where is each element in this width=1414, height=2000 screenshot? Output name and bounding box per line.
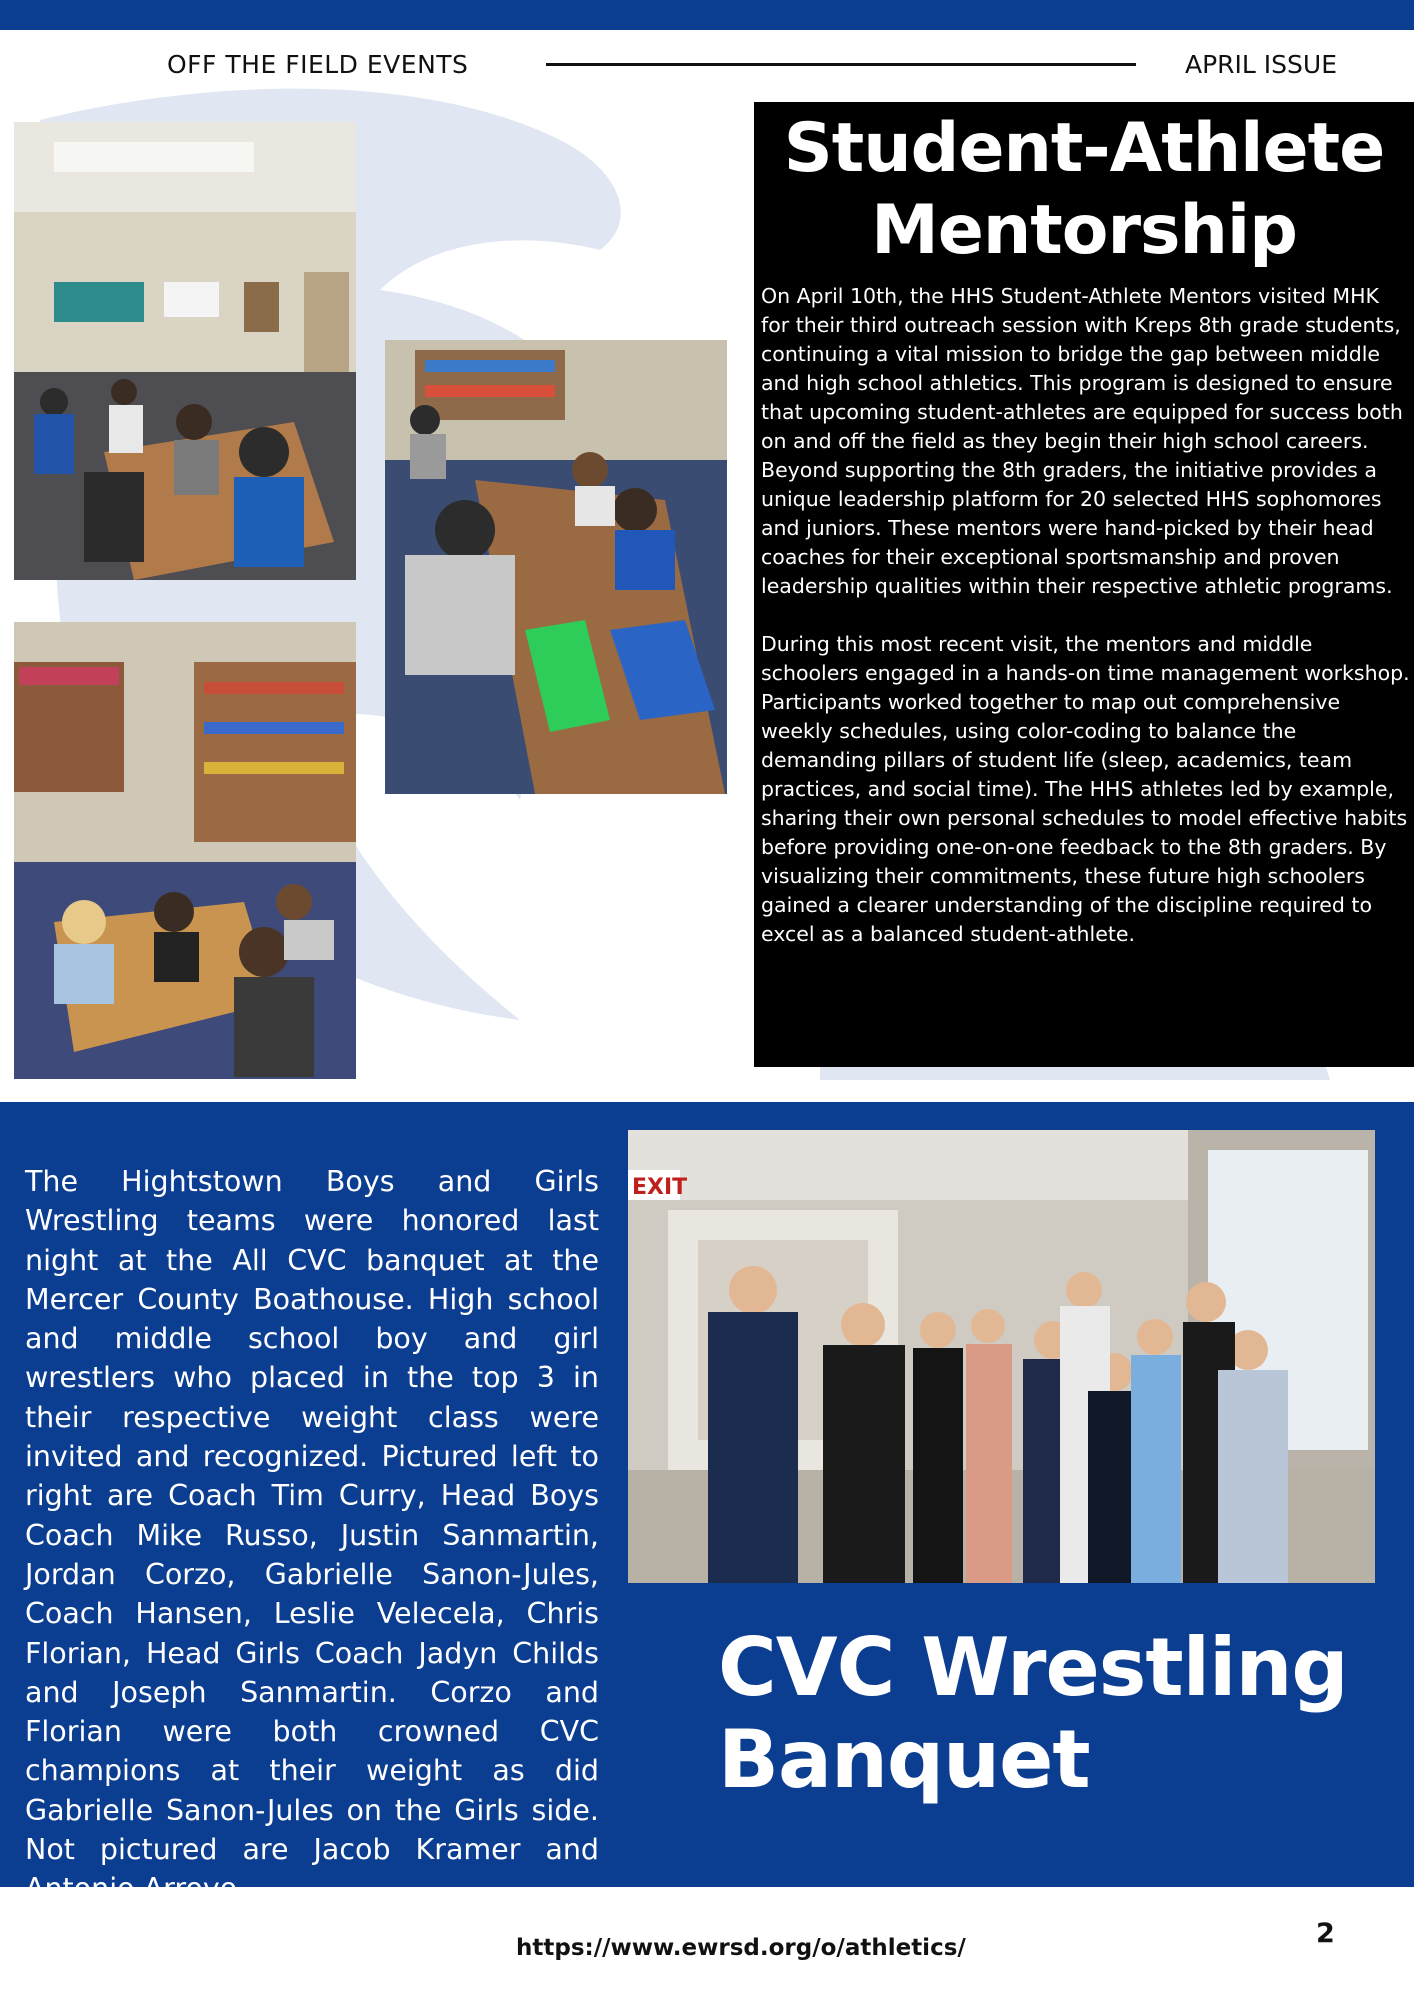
mentorship-title <box>754 108 1414 272</box>
mentorship-article <box>754 102 1414 1067</box>
wrestling-title-line1: CVC Wrestling <box>718 1621 1348 1714</box>
mentorship-body <box>761 282 1411 978</box>
mentorship-photo-workshop <box>385 340 727 794</box>
wrestling-body: The Hightstown Boys and Girls Wrestling teams were honored last night at the All CVC banquet at the Mercer County Boathouse. High school and middle school boy and girl wrestlers who placed in the top 3 in their respective weight class were invited and recognized. Pictured left to right are Coach Tim Curry, Head Boys Coach Mike Russo, Justin Sanmartin, Jordan Corzo, Gabrielle Sanon-Jules, Coach Hansen, Leslie Velecela, Chris Florian, Head Girls Coach Jadyn Childs and Joseph Sanmartin. Corzo and Florian were both crowned CVC champions at their weight as did Gabrielle Sanon-Jules on the Girls side. Not pictured are Jacob Kramer and Antonio Arroyo. <box>25 1165 599 1906</box>
page-number: 2 <box>1316 1918 1335 1949</box>
wrestling-section <box>0 1102 1414 1906</box>
mentorship-photo-library <box>14 622 356 1079</box>
section-label: OFF THE FIELD EVENTS <box>167 50 469 79</box>
header-divider <box>546 63 1136 66</box>
mentorship-paragraph-2: During this most recent visit, the mentors and middle schoolers engaged in a hands-on time management workshop. Participants worked together to map out comprehensive weekly schedules, using color-coding to balance the demanding pillars of student life (sleep, academics, team practices, and social time). The HHS athletes led by example, sharing their own personal schedules to model effective habits before providing one-on-one feedback to the 8th graders. By visualizing their commitments, these future high schoolers gained a clearer understanding of the discipline required to excel as a balanced student-athlete. <box>761 632 1410 946</box>
wrestling-team-photo <box>628 1130 1375 1583</box>
mentorship-title-line1: Student-Athlete <box>783 109 1385 188</box>
wrestling-title-line2: Banquet <box>718 1713 1090 1806</box>
exit-sign: EXIT <box>632 1175 688 1200</box>
mentorship-title-line2: Mentorship <box>871 191 1297 270</box>
mentorship-paragraph-1: On April 10th, the HHS Student-Athlete Mentors visited MHK for their third outreach session with Kreps 8th grade students, continuing a vital mission to bridge the gap between middle and high school athletics. This program is designed to ensure that upcoming student-athletes are equipped for success both on and off the field as they begin their high school careers. Beyond supporting the 8th graders, the initiative provides a unique leadership platform for 20 selected HHS sophomores and juniors. These mentors were hand-picked by their head coaches for their exceptional sportsmanship and proven leadership qualities within their respective athletic programs. <box>761 284 1403 598</box>
top-color-bar <box>0 0 1414 30</box>
wrestling-title <box>718 1622 1348 1806</box>
athletics-website-link[interactable]: https://www.ewrsd.org/o/athletics/ <box>516 1935 966 1961</box>
mentorship-photo-classroom <box>14 122 356 580</box>
issue-label: APRIL ISSUE <box>1185 50 1338 79</box>
